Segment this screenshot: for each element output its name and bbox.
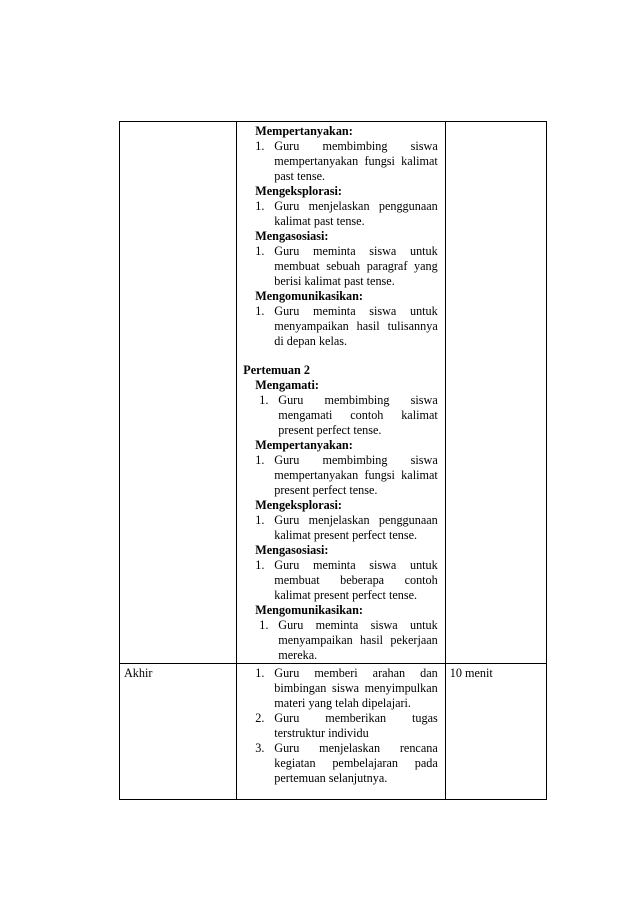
- list-item-text: Guru menjelaskan penggunaan kalimat present perfect tense.: [274, 513, 438, 542]
- list-item-number: 1.: [259, 393, 269, 407]
- list-item-text: Guru memberikan tugas terstruktur individu: [274, 711, 438, 740]
- list-item: [240, 741, 441, 786]
- list-item-text: Guru menjelaskan rencana kegiatan pembelajaran pada pertemuan selanjutnya.: [274, 741, 438, 785]
- list-item-text: Guru membimbing siswa mempertanyakan fungsi kalimat past tense.: [274, 139, 438, 183]
- list-item-text: Guru meminta siswa untuk membuat beberapa contoh kalimat present perfect tense.: [274, 558, 438, 602]
- list-item: [240, 393, 441, 438]
- list-item-number: 1.: [255, 199, 265, 213]
- time-label: 10 menit: [449, 666, 493, 680]
- list-item-number: 1.: [255, 666, 265, 680]
- section-heading: Mempertanyakan:: [255, 438, 353, 452]
- list-item-text: Guru memberi arahan dan bimbingan siswa menyimpulkan materi yang telah dipelajari.: [274, 666, 438, 710]
- list-item-number: 1.: [255, 558, 265, 572]
- activity-list: [237, 664, 444, 786]
- list-item: [240, 139, 441, 184]
- list-item-number: 2.: [255, 711, 265, 725]
- section-heading: Mengomunikasikan:: [255, 289, 363, 303]
- list-item-number: 1.: [255, 453, 265, 467]
- list-item: [240, 244, 441, 289]
- lesson-plan-table: [119, 121, 547, 800]
- stage-label: [120, 122, 236, 126]
- list-item: [240, 453, 441, 498]
- time-cell: [445, 122, 546, 664]
- list-item-number: 1.: [255, 244, 265, 258]
- time-label: [446, 122, 546, 126]
- section-heading: Mengasosiasi:: [255, 543, 329, 557]
- list-item-text: Guru meminta siswa untuk menyampaikan hasil tulisannya di depan kelas.: [274, 304, 438, 348]
- list-item-text: Guru menjelaskan penggunaan kalimat past tense.: [274, 199, 438, 228]
- list-item-text: Guru membimbing siswa mengamati contoh kalimat present perfect tense.: [278, 393, 438, 437]
- spacer: [240, 349, 441, 363]
- list-item-number: 1.: [255, 139, 265, 153]
- stage-cell: [120, 122, 237, 664]
- activity-cell: [237, 122, 445, 664]
- list-item-text: Guru membimbing siswa mempertanyakan fungsi kalimat present perfect tense.: [274, 453, 438, 497]
- stage-cell: [120, 664, 237, 800]
- section-heading: Mempertanyakan:: [255, 124, 353, 138]
- stage-label: Akhir: [124, 666, 153, 680]
- section-heading: Mengamati:: [255, 378, 319, 392]
- list-item: [240, 618, 441, 663]
- list-item-number: 3.: [255, 741, 265, 755]
- lesson-plan-body: [120, 122, 547, 800]
- list-item: [240, 666, 441, 711]
- list-item: [240, 513, 441, 543]
- meeting-heading: Pertemuan 2: [243, 363, 310, 377]
- list-item: [240, 304, 441, 349]
- list-item-text: Guru meminta siswa untuk membuat sebuah paragraf yang berisi kalimat past tense.: [274, 244, 438, 288]
- list-item: [240, 711, 441, 741]
- activity-list: [237, 122, 444, 663]
- section-heading: Mengomunikasikan:: [255, 603, 363, 617]
- list-item-number: 1.: [255, 304, 265, 318]
- list-item: [240, 199, 441, 229]
- list-item-number: 1.: [255, 513, 265, 527]
- section-heading: Mengasosiasi:: [255, 229, 329, 243]
- table-row-core: [120, 122, 547, 664]
- list-item-text: Guru meminta siswa untuk menyampaikan hasil pekerjaan mereka.: [278, 618, 438, 662]
- section-heading: Mengeksplorasi:: [255, 498, 342, 512]
- list-item-number: 1.: [259, 618, 269, 632]
- table-row-closing: [120, 664, 547, 800]
- activity-cell: [237, 664, 445, 800]
- list-item: [240, 558, 441, 603]
- section-heading: Mengeksplorasi:: [255, 184, 342, 198]
- time-cell: [445, 664, 546, 800]
